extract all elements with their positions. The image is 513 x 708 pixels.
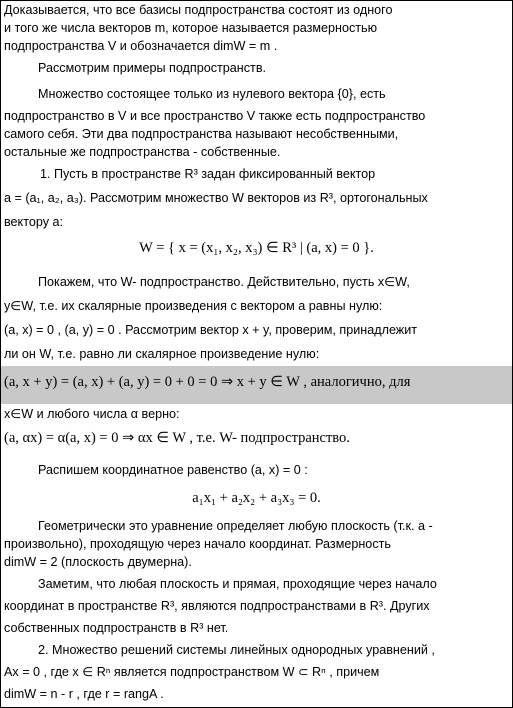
- text-line-13: Покажем, что W- подпространство. Действительно, пусть x∈W,: [38, 275, 410, 289]
- text-line-25: Заметим, что любая плоскость и прямая, проходящие через начало: [38, 577, 437, 591]
- text-line-11: вектору a:: [4, 215, 63, 229]
- text-line-15: (a, x) = 0 , (a, y) = 0 . Рассмотрим вектор x + y, проверим, принадлежит: [4, 323, 418, 337]
- text-line-26: координат в пространстве R³, являются подпространствами в R³. Других: [4, 599, 430, 613]
- text-line-28: 2. Множество решений системы линейных однородных уравнений ,: [38, 643, 435, 657]
- text-line-18: x∈W и любого числа α верно:: [4, 407, 180, 421]
- text-line-8: остальные же подпространства - собственные.: [4, 145, 281, 159]
- formula-set-w: W = { x = (x₁, x₂, x₃) ∈ R³ | (a, x) = 0 }.: [139, 240, 374, 256]
- text-line-29: Ax = 0 , где x ∈ Rⁿ является подпространством W ⊂ Rⁿ , причем: [4, 665, 380, 679]
- text-line-23: произвольно), проходящую через начало координат. Размерность: [4, 537, 391, 551]
- text-line-22: Геометрически это уравнение определяет любую плоскость (т.к. a -: [38, 519, 433, 533]
- text-line-4: Рассмотрим примеры подпространств.: [38, 61, 267, 75]
- text-line-16: ли он W, т.е. равно ли скалярное произведение нулю:: [4, 347, 320, 361]
- text-line-3: подпространства V и обозначается dimW = m .: [4, 39, 278, 53]
- text-line-7: самого себя. Эти два подпространства называют несобственными,: [4, 127, 399, 141]
- text-line-20: Распишем координатное равенство (a, x) = 0 :: [38, 463, 308, 477]
- text-line-24: dimW = 2 (плоскость двумерна).: [4, 555, 192, 569]
- text-line-2: и того же числа векторов m, которое называется размерностью: [4, 21, 378, 35]
- formula-sum-highlighted: (a, x + y) = (a, x) + (a, y) = 0 + 0 = 0 ⇒ x + y ∈ W , аналогично, для: [4, 374, 411, 390]
- text-line-5: Множество состоящее только из нулевого вектора {0}, есть: [38, 87, 386, 101]
- text-line-9: 1. Пусть в пространстве R³ задан фиксированный вектор: [40, 167, 376, 181]
- text-line-30: dimW = n - r , где r = rangA .: [4, 687, 164, 701]
- text-line-1: Доказывается, что все базисы подпространства состоят из одного: [4, 3, 393, 17]
- text-line-14: y∈W, т.е. их скалярные произведения с вектором a равны нулю:: [4, 299, 383, 313]
- formula-scalar: (a, αx) = α(a, x) = 0 ⇒ αx ∈ W , т.е. W- подпространство.: [4, 430, 350, 446]
- text-line-10: a = (a₁, a₂, a₃). Рассмотрим множество W векторов из R³, ортогональных: [4, 191, 428, 205]
- text-line-6: подпространство в V и все пространство V также есть подпространство: [4, 109, 426, 123]
- formula-coordinate-equation: a₁x₁ + a₂x₂ + a₃x₃ = 0.: [192, 490, 321, 506]
- text-line-27: собственных подпространств в R³ нет.: [4, 621, 229, 635]
